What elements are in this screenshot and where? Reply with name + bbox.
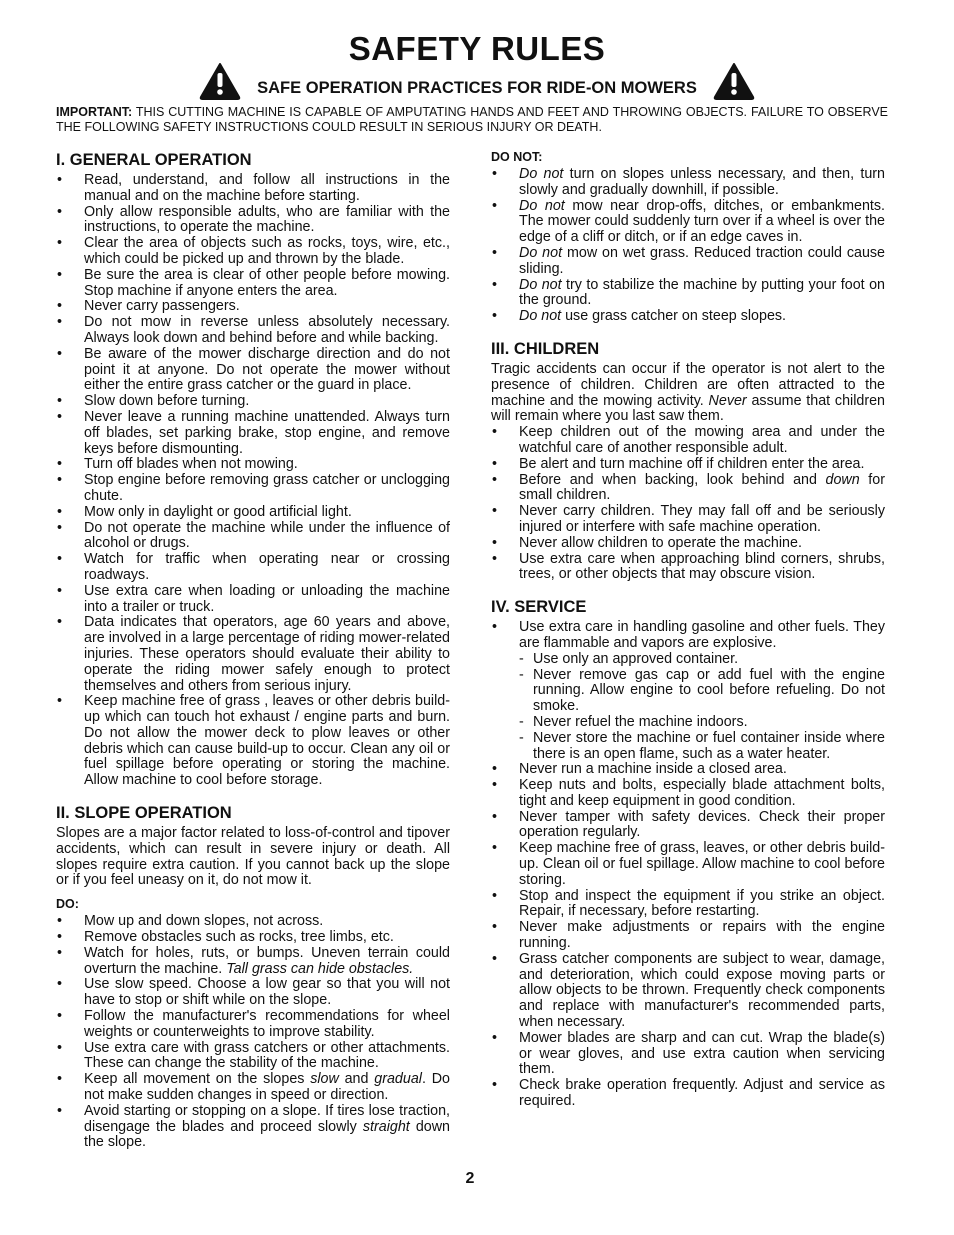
list-item: • Mow only in daylight or good artificial light. xyxy=(56,505,450,521)
page-number: 2 xyxy=(465,1170,475,1187)
general-operation-heading: I. GENERAL OPERATION xyxy=(56,151,252,169)
list-item: • Use extra care when approaching blind corners, shrubs, trees, or other objects that may obscure vision. xyxy=(491,552,885,584)
subtitle-row xyxy=(0,62,954,100)
list-item: • Use extra care in handling gasoline and other fuels. They are flammable and vapors are explosive. xyxy=(491,620,885,652)
list-item: • Check brake operation frequently. Adjust and service as required. xyxy=(491,1078,885,1110)
list-item: • Watch for holes, ruts, or bumps. Uneven terrain could overturn the machine. Tall grass can hide obstacles. xyxy=(56,946,450,978)
list-item: • Keep children out of the mowing area and under the watchful care of another responsible adult. xyxy=(491,425,885,457)
list-item: • Be sure the area is clear of other people before mowing. Stop machine if anyone enters the area. xyxy=(56,268,450,300)
list-item: • Do not mow near drop-offs, ditches, or embankments. The mower could suddenly turn over if a wheel is over the edge of a cliff or ditch, or if an edge caves in. xyxy=(491,199,885,246)
list-item: • Do not use grass catcher on steep slopes. xyxy=(491,309,885,325)
list-item: • Mow up and down slopes, not across. xyxy=(56,914,450,930)
list-item: • Keep machine free of grass , leaves or other debris build-up which can touch hot exhaust / engine parts and burn. Do not allow the mower deck to plow leaves or other debris which can cause build-up to occur. Clean any oil or fuel spillage before operating or storing the machine. Allow machine to cool before storage. xyxy=(56,694,450,789)
list-item: • Keep machine free of grass, leaves, or other debris build-up. Clean oil or fuel spillage. Allow machine to cool before storing. xyxy=(491,841,885,888)
do-not-label: DO NOT: xyxy=(491,150,543,164)
list-item: • Slow down before turning. xyxy=(56,394,450,410)
left-column xyxy=(56,150,450,1151)
list-item: • Do not mow in reverse unless absolutely necessary. Always look down and behind before and while backing. xyxy=(56,315,450,347)
sub-list-item: - Never store the machine or fuel container inside where there is an open flame, such as a water heater. xyxy=(491,731,885,763)
list-item: • Do not operate the machine while under the influence of alcohol or drugs. xyxy=(56,521,450,553)
list-item: • Do not mow on wet grass. Reduced traction could cause sliding. xyxy=(491,246,885,278)
do-not-list xyxy=(491,167,885,325)
list-item: • Be aware of the mower discharge direction and do not point it at anyone. Do not operate the mower without either the entire grass catcher or the guard in place. xyxy=(56,347,450,394)
list-item: • Do not try to stabilize the machine by putting your foot on the ground. xyxy=(491,278,885,310)
slope-operation-heading: II. SLOPE OPERATION xyxy=(56,804,232,823)
list-item: • Use extra care with grass catchers or other attachments. These can change the stability of the machine. xyxy=(56,1041,450,1073)
list-item: • Remove obstacles such as rocks, tree limbs, etc. xyxy=(56,930,450,946)
sub-list-item: - Never refuel the machine indoors. xyxy=(491,715,885,731)
list-item: • Avoid starting or stopping on a slope. If tires lose traction, disengage the blades and proceed slowly straight down the slope. xyxy=(56,1104,450,1151)
children-intro: Tragic accidents can occur if the operator is not alert to the presence of children. Children are often attracted to the machine and the mowing activity. Never assume that children will remain where you last saw them. xyxy=(491,360,886,425)
list-item: • Read, understand, and follow all instructions in the manual and on the machine before starting. xyxy=(56,173,450,205)
slope-intro: Slopes are a major factor related to loss-of-control and tipover accidents, which can result in severe injury or death. All slopes require extra caution. If you cannot back up the slope or if you feel uneasy on it, do not mow it. xyxy=(56,825,450,889)
list-item: • Mower blades are sharp and can cut. Wrap the blade(s) or wear gloves, and use extra caution when servicing them. xyxy=(491,1031,885,1078)
list-item: • Keep nuts and bolts, especially blade attachment bolts, tight and keep equipment in good condition. xyxy=(491,778,885,810)
list-item: • Never carry passengers. xyxy=(56,299,450,315)
service-list xyxy=(491,620,885,652)
fuel-sub-list xyxy=(491,652,885,763)
list-item: • Watch for traffic when operating near or crossing roadways. xyxy=(56,552,450,584)
subtitle: SAFE OPERATION PRACTICES FOR RIDE-ON MOWERS xyxy=(257,78,697,97)
list-item: • Stop engine before removing grass catcher or unclogging chute. xyxy=(56,473,450,505)
list-item: • Never run a machine inside a closed area. xyxy=(491,762,885,778)
important-label: IMPORTANT: xyxy=(56,105,133,119)
list-item: • Data indicates that operators, age 60 years and above, are involved in a large percentage of riding mower-related injuries. These operators should evaluate their ability to operate the riding mower safely enough to protect themselves and others from serious injury. xyxy=(56,615,450,694)
sub-list-item: - Never remove gas cap or add fuel with the engine running. Allow engine to cool before refueling. Do not smoke. xyxy=(491,668,885,715)
list-item: • Only allow responsible adults, who are familiar with the instructions, to operate the machine. xyxy=(56,205,450,237)
list-item: • Never carry children. They may fall off and be seriously injured or interfere with safe machine operation. xyxy=(491,504,885,536)
warning-triangle-icon xyxy=(199,62,241,100)
list-item: • Never allow children to operate the machine. xyxy=(491,536,885,552)
service-list-continued xyxy=(491,762,885,1110)
list-item: • Never make adjustments or repairs with the engine running. xyxy=(491,920,885,952)
list-item: • Keep all movement on the slopes slow and gradual. Do not make sudden changes in speed or direction. xyxy=(56,1072,450,1104)
service-heading: IV. SERVICE xyxy=(491,598,587,617)
important-notice xyxy=(56,105,888,135)
children-heading: III. CHILDREN xyxy=(491,339,600,358)
list-item: • Clear the area of objects such as rocks, toys, wire, etc., which could be picked up and thrown by the blade. xyxy=(56,236,450,268)
list-item: • Use extra care when loading or unloading the machine into a trailer or truck. xyxy=(56,584,450,616)
right-column xyxy=(491,150,885,1110)
sub-list-item: - Use only an approved container. xyxy=(491,652,885,668)
list-item: • Use slow speed. Choose a low gear so that you will not have to stop or shift while on the slope. xyxy=(56,977,450,1009)
list-item: • Never leave a running machine unattended. Always turn off blades, set parking brake, stop engine, and remove keys before dismounting. xyxy=(56,410,450,457)
general-operation-list xyxy=(56,173,450,789)
list-item: • Stop and inspect the equipment if you strike an object. Repair, if necessary, before restarting. xyxy=(491,889,885,921)
children-list xyxy=(491,425,885,583)
list-item: • Follow the manufacturer's recommendations for wheel weights or counterweights to improve stability. xyxy=(56,1009,450,1041)
list-item: • Be alert and turn machine off if children enter the area. xyxy=(491,457,885,473)
do-label: DO: xyxy=(56,897,79,912)
page-title: SAFETY RULES xyxy=(348,30,606,67)
warning-triangle-icon xyxy=(713,62,755,100)
list-item: • Turn off blades when not mowing. xyxy=(56,457,450,473)
list-item: • Grass catcher components are subject to wear, damage, and deterioration, which could expose moving parts or allow objects to be thrown. Frequently check components and replace with manufacturer's recommended parts, when necessary. xyxy=(491,952,885,1031)
list-item: • Do not turn on slopes unless necessary, and then, turn slowly and gradually downhill, if possible. xyxy=(491,167,885,199)
important-text: THIS CUTTING MACHINE IS CAPABLE OF AMPUTATING HANDS AND FEET AND THROWING OBJECTS. FAILURE TO OBSERVE THE FOLLOWING SAFETY INSTRUCTIONS COULD RESULT IN SERIOUS INJURY OR DEATH. xyxy=(56,105,888,134)
do-list xyxy=(56,914,450,1151)
list-item: • Never tamper with safety devices. Check their proper operation regularly. xyxy=(491,810,885,842)
list-item: • Before and when backing, look behind and down for small children. xyxy=(491,473,885,505)
